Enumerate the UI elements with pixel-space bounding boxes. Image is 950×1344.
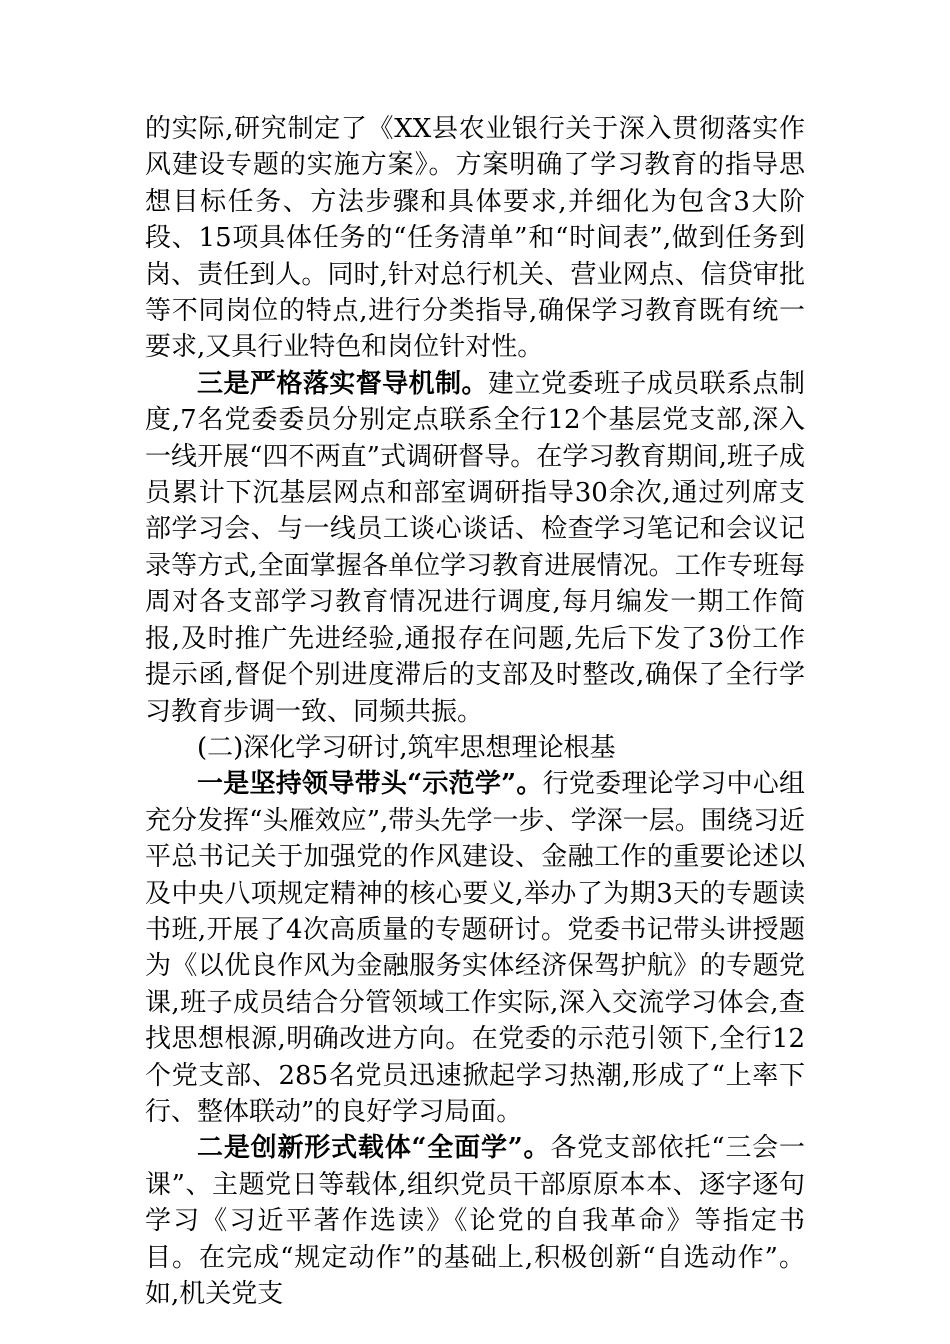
paragraph-supervision-mechanism <box>145 366 805 730</box>
paragraph-lead-heading: 一是坚持领导带头“示范学”。 <box>197 769 543 800</box>
paragraph-lead-heading: 三是严格落实督导机制。 <box>197 368 488 399</box>
paragraph-lead-heading: 二是创新形式载体“全面学”。 <box>197 1133 551 1164</box>
section-heading-deepen-study <box>145 730 805 766</box>
document-page <box>145 111 805 1312</box>
paragraph-innovative-forms <box>145 1130 805 1312</box>
paragraph-leadership-example <box>145 766 805 1130</box>
section-heading-text: (二)深化学习研讨,筑牢思想理论根基 <box>197 732 616 763</box>
paragraph-text: 建立党委班子成员联系点制度,7名党委委员分别定点联系全行12个基层党支部,深入一线开展“四不两直”式调研督导。在学习教育期间,班子成员累计下沉基层网点和部室调研指导30余次,通过列席支部学习会、与一线员工谈心谈话、检查学习笔记和会议记录等方式,全面掌握各单位学习教育进展情况。工作专班每周对各支部学习教育情况进行调度,每月编发一期工作简报,及时推广先进经验,通报存在问题,先后下发了3份工作提示函,督促个别进度滞后的支部及时整改,确保了全行学习教育步调一致、同频共振。 <box>145 368 805 727</box>
paragraph-text: 的实际,研究制定了《XX县农业银行关于深入贯彻落实作风建设专题的实施方案》。方案明确了学习教育的指导思想目标任务、方法步骤和具体要求,并细化为包含3大阶段、15项具体任务的“任务清单”和“时间表”,做到任务到岗、责任到人。同时,针对总行机关、营业网点、信贷审批等不同岗位的特点,进行分类指导,确保学习教育既有统一要求,又具行业特色和岗位针对性。 <box>145 114 805 363</box>
paragraph-text: 各党支部依托“三会一课”、主题党日等载体,组织党员干部原原本本、逐字逐句学习《习近平著作选读》《论党的自我革命》等指定书目。在完成“规定动作”的基础上,积极创新“自选动作”。如,机关党支 <box>145 1133 805 1309</box>
paragraph-implementation-plan <box>145 111 805 366</box>
paragraph-text: 行党委理论学习中心组充分发挥“头雁效应”,带头先学一步、学深一层。围绕习近平总书记关于加强党的作风建设、金融工作的重要论述以及中央八项规定精神的核心要义,举办了为期3天的专题读书班,开展了4次高质量的专题研讨。党委书记带头讲授题为《以优良作风为金融服务实体经济保驾护航》的专题党课,班子成员结合分管领域工作实际,深入交流学习体会,查找思想根源,明确改进方向。在党委的示范引领下,全行12个党支部、285名党员迅速掀起学习热潮,形成了“上率下行、整体联动”的良好学习局面。 <box>145 769 805 1127</box>
